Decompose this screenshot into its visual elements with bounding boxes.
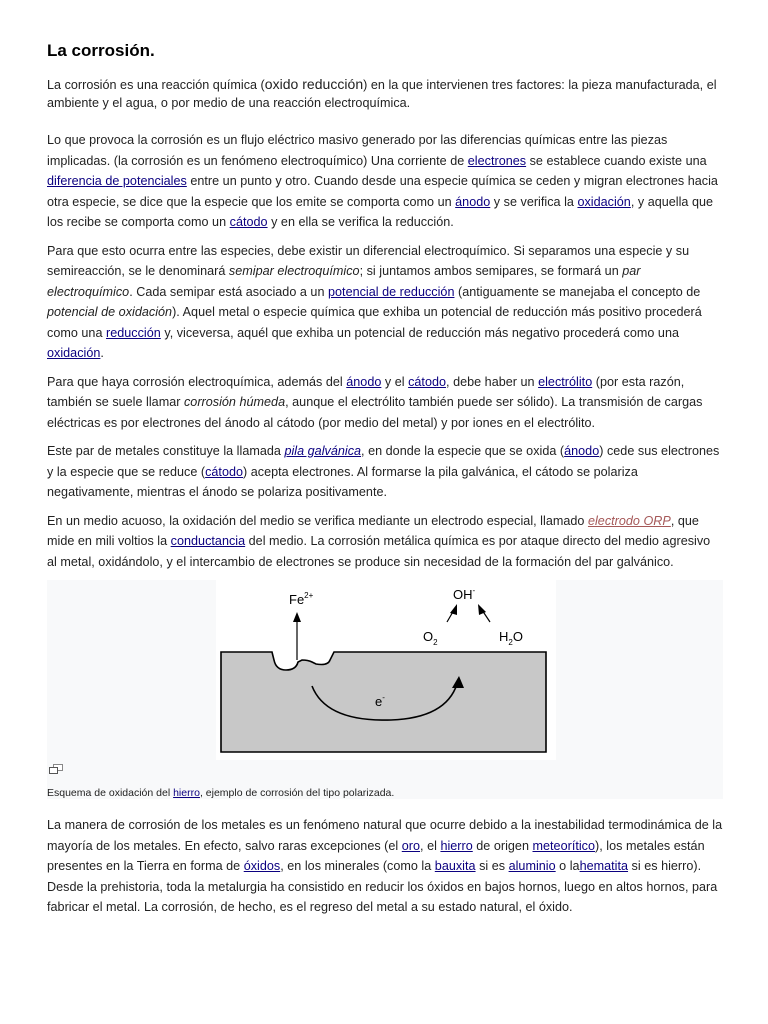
text: y se verifica la [490,194,578,209]
article-body [47,76,723,926]
text: En un medio acuoso, la oxidación del medio se verifica mediante un electrodo especial, llamado [47,513,588,528]
emphasis: semipar electroquímico [228,264,360,278]
oh-text: OH [453,587,473,602]
emphasis: potencial de oxidación [47,305,173,319]
link-hematita[interactable]: hematita [579,859,629,873]
enlarge-icon[interactable] [49,764,63,774]
text: y el [381,374,409,389]
paragraph-cause [47,130,723,233]
link-text: electrodo ORP [587,513,671,528]
corrosion-diagram[interactable] [216,580,556,760]
text: ), los metales están presentes en la Tierra en forma de [47,838,705,873]
link-aluminio[interactable]: aluminio [508,859,556,873]
link-diferencia-potenciales[interactable]: diferencia de potenciales [47,174,187,188]
link-catodo[interactable]: cátodo [205,464,244,479]
text: (antiguamente se manejaba el concepto de [454,284,701,299]
paragraph-medio-acuoso [47,511,723,573]
text: Este par de metales constituye la llamada [47,444,285,458]
link-pila-galvanica[interactable] [284,444,361,458]
o2-subscript: 2 [433,638,438,647]
paragraph-electrolito [47,372,723,434]
text: entre un punto y otro. Cuando desde una especie química se ceden y migran electrones hacia otra especie, se dice que la especie que los emite se comporta como un [47,174,718,209]
text: ) cede sus electrones y la especie que se reduce ( [47,444,720,479]
metal-piece [221,652,546,752]
emphasis: par electroquímico [47,264,641,299]
text: ). Aquel metal o especie química que exhiba un potencial de reducción más positivo procederá como una [47,305,702,340]
figure-thumbnail [47,580,723,799]
oh-label [453,586,476,602]
link-meteoritico[interactable]: meteorítico [532,838,596,853]
text: Para que esto ocurra entre las especies, debe existir un diferencial electroquímico. Si separamos una especie y su semireacción, se le denominará [47,243,690,278]
enlarge-icon-front [50,768,58,774]
text: ; si juntamos ambos semipares, se formará un [359,264,623,278]
text: , y aquella que los recibe se comporta como un [47,194,714,229]
paragraph-semipar [47,241,723,364]
paragraph-pila-galvanica [47,441,723,503]
link-catodo[interactable]: cátodo [408,374,447,389]
text: Lo que provoca la corrosión es un flujo eléctrico masivo generado por las diferencias químicas entre las piezas implicadas. (la corrosión es un fenómeno electroquímico) Una corriente de [47,133,668,168]
link-anodo[interactable]: ánodo [346,374,382,389]
link-electrones[interactable]: electrones [467,153,527,168]
electron-charge: - [382,693,385,702]
text: La corrosión es una reacción química ( [47,78,265,92]
h2o-h: H [499,629,509,644]
text: , que mide en mili voltios la [47,513,699,548]
link-anodo[interactable]: ánodo [564,444,600,458]
link-oxidos[interactable]: óxidos [243,859,281,873]
text: del medio. La corrosión metálica química es por ataque directo del medio agresivo al metal, oxidándolo, y el intercambio de electrones se produce sin necesidad de la formación del par galvánico. [47,534,711,569]
caption-text: , ejemplo de corrosión del tipo polarizada. [199,787,395,799]
link-electrolito[interactable]: electrólito [538,374,593,389]
link-hierro[interactable]: hierro [440,838,473,853]
text: , en donde la especie que se oxida ( [361,444,565,458]
figure-caption [47,787,394,800]
o2-text: O [423,629,434,644]
text: y, viceversa, aquél que exhiba un potencial de reducción más negativo procederá como una [160,325,680,340]
text: , debe haber un [446,374,539,389]
paragraph-intro [47,76,723,112]
text: . [100,346,104,360]
text: Para que haya corrosión electroquímica, además del [47,374,347,389]
link-catodo[interactable]: cátodo [229,215,268,229]
text: La manera de corrosión de los metales es un fenómeno natural que ocurre debido a la inestabilidad termodinámica de la mayoría de los metales. En efecto, salvo raras excepciones (el [47,818,723,853]
link-text: pila galvánica [284,444,362,458]
text: se establece cuando existe una [526,153,707,168]
link-reduccion[interactable]: reducción [106,325,161,340]
oh-charge: - [472,586,476,595]
oxido-reduccion-text: oxido reducción [264,76,364,92]
link-oxidacion[interactable]: oxidación [47,346,101,360]
h2o-subscript: 2 [508,638,513,647]
text: , el [420,838,441,853]
fe-charge: 2+ [304,591,314,600]
electron-text: e [375,694,383,709]
text: de origen [472,838,533,853]
caption-text: Esquema de oxidación del [47,787,174,799]
text: , en los minerales (como la [280,859,435,873]
page-title: La corrosión. [47,41,155,60]
text: y en ella se verifica la reducción. [267,215,454,229]
text: ) en la que intervienen tres factores: la pieza manufacturada, el ambiente y el agua, o por medio de una reacción electroquímica. [47,78,717,110]
link-hierro[interactable]: hierro [173,787,200,799]
link-electrodo-orp[interactable] [588,514,671,528]
text: si es hierro). Desde la prehistoria, toda la metalurgia ha consistido en reducir los óxidos en bajos hornos, luego en altos hornos, para fabricar el metal. La corrosión, de hecho, es el regreso del metal a su estado natural, el óxido. [47,859,718,914]
link-anodo[interactable]: ánodo [455,194,491,209]
h2o-o: O [512,629,523,644]
link-potencial-reduccion[interactable]: potencial de reducción [328,284,455,299]
text: , aunque el electrólito también puede ser sólido). La transmisión de cargas eléctricas es por electrones del ánodo al cátodo (por medio del metal) y por iones en el electrólito. [47,395,703,430]
text: (por esta razón, también se suele llamar [47,374,685,409]
text: . Cada semipar está asociado a un [129,284,328,299]
link-bauxita[interactable]: bauxita [434,859,476,873]
text: ) acepta electrones. Al formarse la pila galvánica, el cátodo se polariza negativamente, mientras el ánodo se polariza positivamente. [47,464,638,499]
link-oxidacion[interactable]: oxidación [577,194,631,209]
text: o la [555,859,580,873]
link-conductancia[interactable]: conductancia [170,534,246,548]
paragraph-naturaleza [47,815,723,918]
text: si es [475,859,509,873]
fe-text: Fe [289,592,305,607]
link-oro[interactable]: oro [401,838,421,853]
emphasis: corrosión húmeda [183,395,286,409]
